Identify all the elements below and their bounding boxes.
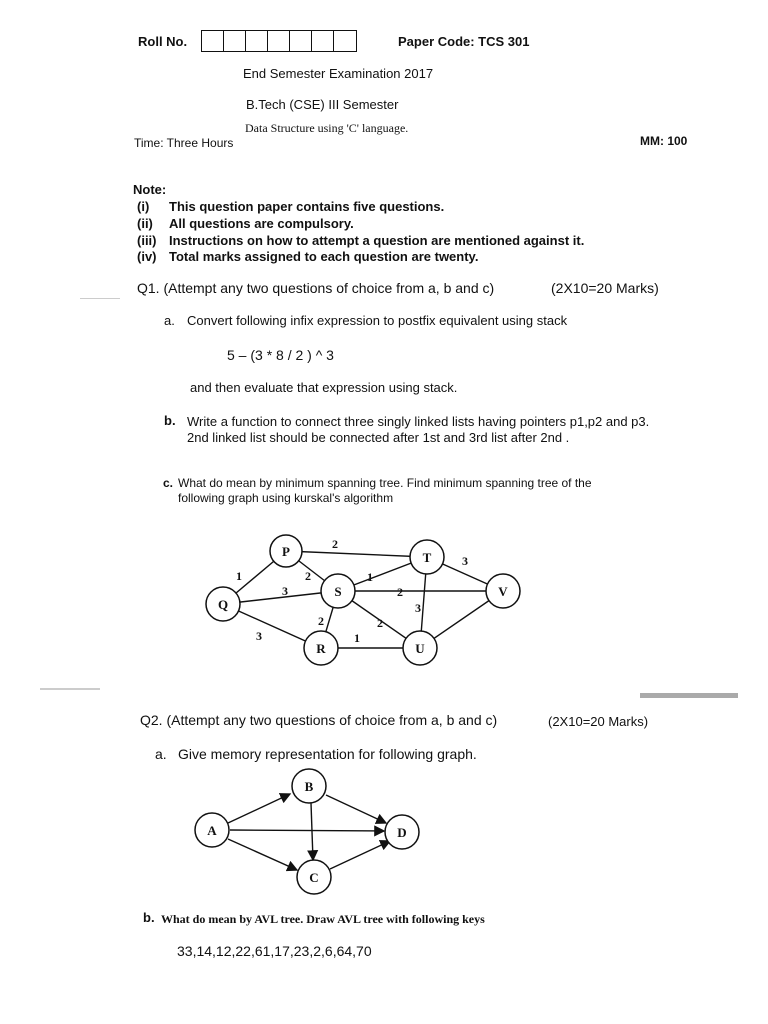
q1a-expression: 5 – (3 * 8 / 2 ) ^ 3 <box>227 347 334 363</box>
roll-number-label: Roll No. <box>138 34 188 49</box>
q2-marks: (2X10=20 Marks) <box>548 714 649 729</box>
node-label: T <box>422 550 432 565</box>
max-marks: MM: 100 <box>640 134 688 148</box>
note-item-text: This question paper contains five questions. <box>169 199 445 214</box>
node-label: C <box>309 870 319 885</box>
q1-heading: Q1. (Attempt any two questions of choice from a, b and c) <box>137 280 495 296</box>
node-label: D <box>397 825 407 840</box>
edge-weight: 2 <box>397 585 403 599</box>
node-label: R <box>316 641 326 656</box>
note-item-text: Instructions on how to attempt a question are mentioned against it. <box>169 233 585 248</box>
edge-weight: 3 <box>415 601 421 615</box>
q2b-text: What do mean by AVL tree. Draw AVL tree with following keys <box>161 912 485 926</box>
q1b-line1: Write a function to connect three singly linked lists having pointers p1,p2 and p3. <box>187 414 650 429</box>
node-label: A <box>207 823 217 838</box>
edge-weight: 3 <box>282 584 288 598</box>
scan-mark <box>80 298 120 299</box>
note-item-text: Total marks assigned to each question are twenty. <box>169 249 479 264</box>
exam-time: Time: Three Hours <box>134 136 234 150</box>
edge-weight: 2 <box>332 537 338 551</box>
edge-weight: 2 <box>318 614 324 628</box>
note-item-number: (iii) <box>137 233 157 248</box>
avl-keys: 33,14,12,22,61,17,23,2,6,64,70 <box>177 943 372 959</box>
edge-weight: 3 <box>256 629 262 643</box>
q1b-line2: 2nd linked list should be connected after 1st and 3rd list after 2nd . <box>187 430 570 445</box>
graph-edge <box>286 551 427 557</box>
edge-weight: 2 <box>305 569 311 583</box>
node-label: P <box>282 544 290 559</box>
node-label: S <box>334 584 342 599</box>
directed-edge <box>228 794 290 823</box>
q2a-text: Give memory representation for following graph. <box>178 746 477 762</box>
note-title: Note: <box>133 182 167 197</box>
edge-weight: 1 <box>367 570 373 584</box>
q1c-line2: following graph using kurskal's algorithm <box>178 491 394 505</box>
node-label: U <box>415 641 425 656</box>
scan-mark <box>40 688 100 690</box>
q2-heading: Q2. (Attempt any two questions of choice from a, b and c) <box>140 712 498 728</box>
directed-edge <box>311 803 313 860</box>
subject-title: Data Structure using 'C' language. <box>245 121 409 135</box>
scan-mark <box>640 693 738 698</box>
directed-edge <box>228 839 297 870</box>
q1a-text: Convert following infix expression to postfix equivalent using stack <box>187 313 568 328</box>
node-label: V <box>498 584 508 599</box>
edge-weight: 1 <box>354 631 360 645</box>
note-item-number: (i) <box>137 199 150 214</box>
exam-title: End Semester Examination 2017 <box>243 66 434 81</box>
edge-weight: 3 <box>462 554 468 568</box>
q1c-line1: What do mean by minimum spanning tree. Find minimum spanning tree of the <box>178 476 592 490</box>
node-label: B <box>304 779 314 794</box>
q1b-label: b. <box>164 413 176 428</box>
paper-code: Paper Code: TCS 301 <box>398 34 530 49</box>
note-item-number: (iv) <box>137 249 157 264</box>
note-item-number: (ii) <box>137 216 153 231</box>
note-item-text: All questions are compulsory. <box>169 216 354 231</box>
edge-weight: 2 <box>377 616 383 630</box>
q1a-text2: and then evaluate that expression using stack. <box>190 380 458 395</box>
q1-marks: (2X10=20 Marks) <box>551 280 659 296</box>
directed-edge <box>330 841 390 869</box>
directed-edge <box>230 830 384 831</box>
program-semester: B.Tech (CSE) III Semester <box>246 97 399 112</box>
q1c-label: c. <box>163 476 174 490</box>
q2a-label: a. <box>155 746 167 762</box>
q1a-label: a. <box>164 313 175 328</box>
edge-weight: 1 <box>236 569 242 583</box>
node-label: Q <box>217 597 229 612</box>
directed-edge <box>326 795 386 823</box>
q2b-label: b. <box>143 910 155 925</box>
